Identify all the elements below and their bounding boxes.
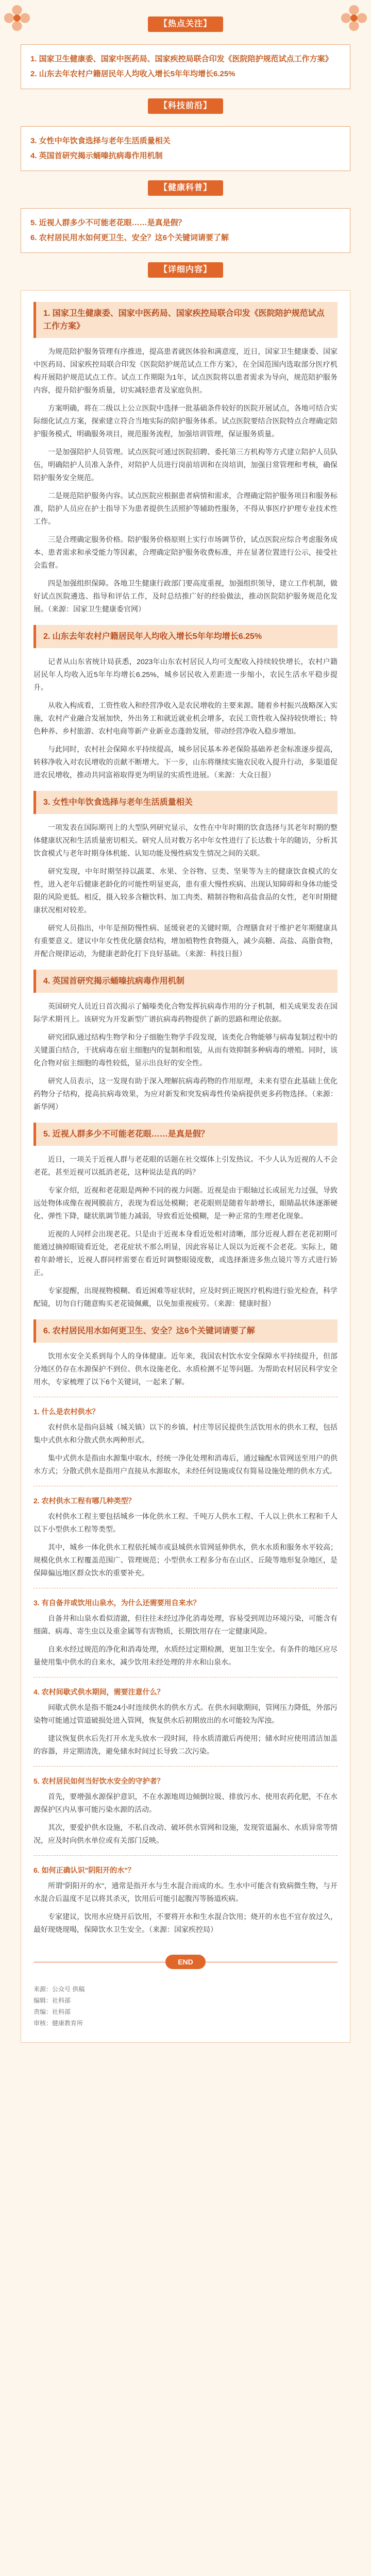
health-card — [21, 208, 350, 253]
article-link[interactable]: 1. 国家卫生健康委、国家中医药局、国家疾控局联合印发《医院陪护规范试点工作方案》 — [30, 55, 333, 63]
qa-answer: 集中式供水是指由水源集中取水，经统一净化处理和消毒后，通过输配水管网送至用户的供水方式；分散式供水是指用户直接从水源取水，未经任何设施或仅有简易设施处理的供水方式。 — [33, 1454, 338, 1475]
paragraph: 记者从山东省统计局获悉，2023年山东农村居民人均可支配收入持续较快增长，农村户籍居民年人均收入近5年年均增长6.25%，城乡居民收入差距进一步缩小，农民生活水平稳步提升。 — [33, 657, 338, 691]
category-health — [21, 180, 350, 200]
paragraph: 四是加强组织保障。各地卫生健康行政部门要高度重视，加强组织领导，建立工作机制，做好试点医院遴选、指导和评估工作，及时总结推广好的经验做法，推动医院陪护服务规范化发展。（来源：国家卫生健康委官网） — [33, 579, 338, 613]
paragraph: 研究人员指出，中年是预防慢性病、延缓衰老的关键时期，合理膳食对于维护老年期健康具有重要意义。建议中年女性优化膳食结构，增加植物性食物摄入，减少高糖、高盐、高脂食物，并配合规律运动，为健康老龄化打下良好基础。（来源：科技日报） — [33, 924, 338, 958]
end-label: END — [165, 1955, 206, 1969]
article-title: 5. 近视人群多少不可能老花眼……是真是假？ — [33, 1123, 338, 1146]
article-title: 1. 国家卫生健康委、国家中医药局、国家疾控局联合印发《医院陪护规范试点工作方案》 — [33, 302, 338, 338]
paragraph: 二是规范陪护服务内容。试点医院应根据患者病情和需求，合理确定陪护服务项目和服务标准，陪护人员应在护士指导下为患者提供生活照护等辅助性服务，不得从事医疗护理专业技术性工作。 — [33, 492, 338, 526]
paragraph: 饮用水安全关系到每个人的身体健康。近年来，我国农村饮水安全保障水平持续提升，但部分地区仍存在水源保护不到位、供水设施老化、水质检测不足等问题。为帮助农村居民科学安全用水，专家梳理了以下6个关键词，一起来了解。 — [33, 1352, 338, 1386]
paragraph: 研究团队通过结构生物学和分子细胞生物学手段发现，该类化合物能够与病毒复制过程中的关键蛋白结合，干扰病毒在宿主细胞内的复制和组装，从而有效抑制多种病毒的增殖。同时，该化合物对宿主细胞的毒性较低，显示出良好的安全性。 — [33, 1033, 338, 1067]
qa-question: 3. 有自备井或饮用山泉水，为什么还需要用自来水？ — [33, 1599, 200, 1607]
qa-question: 2. 农村供水工程有哪几种类型？ — [33, 1497, 136, 1505]
article-title: 2. 山东去年农村户籍居民年人均收入增长5年年均增长6.25% — [33, 625, 338, 648]
divider — [33, 1855, 338, 1856]
qa-answer: 自备井和山泉水看似清澈，但往往未经过净化消毒处理，容易受到周边环境污染，可能含有细菌、病毒、寄生虫以及重金属等有害物质，长期饮用存在一定健康风险。 — [33, 1614, 338, 1635]
paragraph: 近视的人同样会出现老花。只是由于近视本身看近处相对清晰，部分近视人群在老花初期可能通过摘掉眼镜看近处，老花症状不那么明显，因此容易让人误以为近视不会老花。实际上，随着年龄增长，近视人群同样需要在看近时调整眼镜度数，或选择渐进多焦点镜片等方式进行矫正。 — [33, 1230, 338, 1277]
qa-answer: 首先，要增强水源保护意识，不在水源地周边倾倒垃圾、排放污水、使用农药化肥，不在水源保护区内从事可能污染水源的活动。 — [33, 1792, 338, 1814]
article-link[interactable]: 6. 农村居民用水如何更卫生、安全？这6个关键词请要了解 — [30, 233, 229, 242]
qa-question: 1. 什么是农村供水？ — [33, 1408, 99, 1416]
content-wrapper — [21, 10, 350, 2043]
qa-question: 4. 农村间歇式供水期间，需要注意什么？ — [33, 1688, 164, 1696]
qa-answer: 建议恢复供水后先打开水龙头放水一段时间，待水质清澈后再使用；储水时应使用清洁加盖的容器，并定期清洗，避免储水时间过长导致二次污染。 — [33, 1734, 338, 1755]
category-label: 【详细内容】 — [148, 262, 223, 278]
paragraph: 三是合理确定服务价格。陪护服务价格原则上实行市场调节价，试点医院应综合考虑服务成本、患者需求和承受能力等因素，合理确定陪护服务收费标准，并在显著位置进行公示，接受社会监督。 — [33, 535, 338, 569]
paragraph: 近日，一项关于近视人群与老花眼的话题在社交媒体上引发热议。不少人认为近视的人不会老花，甚至近视可以抵消老花，这种说法是真的吗？ — [33, 1155, 338, 1176]
article-title: 6. 农村居民用水如何更卫生、安全？这6个关键词请要了解 — [33, 1319, 338, 1343]
qa-answer: 其次，要爱护供水设施，不私自改动、破坏供水管网和设施，发现管道漏水、水质异常等情况，应及时向供水单位或有关部门反映。 — [33, 1823, 338, 1844]
article-title: 3. 女性中年饮食选择与老年生活质量相关 — [33, 791, 338, 814]
qa-answer: 所谓"阴阳开的水"，通常是指开水与生水混合而成的水。生水中可能含有致病微生物，与开水混合后温度不足以将其杀灭，饮用后可能引起腹泻等肠道疾病。 — [33, 1882, 338, 1903]
credits — [33, 1984, 338, 2029]
qa-answer: 其中，城乡一体化供水工程依托城市或县城供水管网延伸供水，供水水质和服务水平较高；规模化供水工程覆盖范围广、管理规范；小型供水工程多分布在山区、丘陵等地形复杂地区，是保障偏远地区群众饮水的重要补充。 — [33, 1543, 338, 1577]
article-link[interactable]: 3. 女性中年饮食选择与老年生活质量相关 — [30, 137, 171, 145]
paragraph: 与此同时，农村社会保障水平持续提高，城乡居民基本养老保险基础养老金标准逐步提高，转移净收入对农民增收的贡献不断增大。下一步，山东将继续实施农民收入提升行动，多渠道促进农民增收，推动共同富裕取得更为明显的实质性进展。（来源：大众日报） — [33, 745, 338, 779]
paragraph: 研究发现，中年时期坚持以蔬菜、水果、全谷物、豆类、坚果等为主的健康饮食模式的女性，进入老年后健康老龄化的可能性明显更高，患有重大慢性疾病、出现认知障碍和身体功能受限的风险更低。相反，摄入较多含糖饮料、加工肉类、精制谷物和高盐食品的女性，老年时期健康状况相对较差。 — [33, 867, 338, 914]
article-link[interactable]: 4. 英国首研究揭示蛹嗪抗病毒作用机制 — [30, 151, 163, 160]
science-card — [21, 126, 350, 171]
paragraph: 专家介绍，近视和老花眼是两种不同的视力问题。近视是由于眼轴过长或屈光力过强，导致远处物体成像在视网膜前方，表现为看远处模糊；老花眼则是随着年龄增长，眼睛晶状体逐渐硬化、弹性下降，睫状肌调节能力减弱，导致看近处模糊，是一种正常的生理老化现象。 — [33, 1186, 338, 1220]
qa-question: 5. 农村居民如何当好饮水安全的守护者？ — [33, 1777, 164, 1785]
credit-line: 来源：公众号 供稿 — [33, 1986, 85, 1993]
paragraph: 方案明确，将在二级以上公立医院中选择一批基础条件较好的医院开展试点，各地可结合实际细化试点方案，探索建立符合当地实际的陪护服务体系。试点医院要结合医院特点合理确定陪护服务模式，明确服务项目，规范服务流程，加强培训管理，保证服务质量。 — [33, 404, 338, 438]
credit-line: 审核：健康教育所 — [33, 2020, 83, 2027]
paragraph: 从收入构成看，工资性收入和经营净收入是农民增收的主要来源。随着乡村振兴战略深入实施，农村产业融合发展加快，外出务工和就近就业机会增多，农民工资性收入保持较快增长；特色种养、乡村旅游、农村电商等新产业新业态蓬勃发展，带动经营净收入稳步增加。 — [33, 701, 338, 735]
qa-answer: 自来水经过规范的净化和消毒处理，水质经过定期检测，更加卫生安全。有条件的地区应尽量使用集中供水的自来水，减少饮用未经处理的井水和山泉水。 — [33, 1645, 338, 1666]
hot-card — [21, 44, 350, 89]
divider — [33, 1766, 338, 1767]
qa-answer: 农村供水工程主要包括城乡一体化供水工程、千吨万人供水工程、千人以上供水工程和千人以下小型供水工程等类型。 — [33, 1512, 338, 1533]
paragraph: 为规范陪护服务管理有序推进，提高患者就医体验和满意度，近日，国家卫生健康委、国家中医药局、国家疾控局联合印发《医院陪护规范试点工作方案》，在全国范围内选取部分医疗机构开展陪护规范试点工作。试点工作期限为1年，试点医院将以患者需求为导向，规范陪护服务内容，提升陪护服务质量，切实减轻患者及家庭负担。 — [33, 347, 338, 394]
qa-answer: 间歇式供水是指不能24小时连续供水的供水方式。在供水间歇期间，管网压力降低，外部污染物可能通过管道破损处进入管网，恢复供水后初期放出的水可能较为浑浊。 — [33, 1703, 338, 1724]
paragraph: 一项发表在国际期刊上的大型队列研究显示，女性在中年时期的饮食选择与其老年时期的整体健康状况和生活质量密切相关。研究人员对数万名中年女性进行了长达数十年的随访，分析其饮食模式与老年时期身体机能、认知功能及慢性病发生情况之间的关联。 — [33, 823, 338, 857]
paragraph: 专家提醒，出现视物模糊、看近困难等症状时，应及时到正规医疗机构进行验光检查，科学配镜，切勿自行随意购买老花镜佩戴，以免加重视疲劳。（来源：健康时报） — [33, 1286, 338, 1308]
category-detail — [21, 262, 350, 282]
qa-question: 6. 如何正确认识"阴阳开的水"？ — [33, 1866, 135, 1874]
category-label: 【科技前沿】 — [148, 98, 223, 114]
category-label: 【健康科普】 — [148, 180, 223, 196]
category-hot — [21, 16, 350, 36]
category-label: 【热点关注】 — [148, 16, 223, 32]
category-science — [21, 98, 350, 118]
article-title: 4. 英国首研究揭示蛹嗪抗病毒作用机制 — [33, 970, 338, 993]
paragraph: 研究人员表示，这一发现有助于深入理解抗病毒药物的作用原理，未来有望在此基础上优化药物分子结构，提高抗病毒效果，为应对新发和突发病毒性传染病提供更多药物选择。（来源：新华网） — [33, 1077, 338, 1111]
qa-answer: 农村供水是指向县城（城关镇）以下的乡镇、村庄等居民提供生活饮用水的供水工程，包括集中式供水和分散式供水两种形式。 — [33, 1423, 338, 1444]
paragraph: 一是加强陪护人员管理。试点医院可通过医院招聘、委托第三方机构等方式建立陪护人员队伍，明确陪护人员准入条件，对陪护人员进行岗前培训和在岗培训，加强日常管理和考核，确保陪护服务安全规范。 — [33, 448, 338, 482]
credit-line: 编辑：社科部 — [33, 1997, 71, 2004]
qa-answer: 专家建议，饮用水应烧开后饮用，不要将开水和生水混合饮用；烧开的水也不宜存放过久，最好现烧现喝，保障饮水卫生安全。（来源：国家疾控局） — [33, 1912, 338, 1934]
article-body — [21, 290, 350, 2043]
credit-line: 责编：社科部 — [33, 2008, 71, 2015]
paragraph: 英国研究人员近日首次揭示了蛹嗪类化合物发挥抗病毒作用的分子机制，相关成果发表在国际学术期刊上。该研究为开发新型广谱抗病毒药物提供了新的思路和理论依据。 — [33, 1002, 338, 1023]
article-link[interactable]: 2. 山东去年农村户籍居民年人均收入增长5年年均增长6.25% — [30, 70, 235, 78]
article-link[interactable]: 5. 近视人群多少不可能老花眼……是真是假？ — [30, 218, 186, 227]
end-marker — [33, 1950, 338, 1974]
